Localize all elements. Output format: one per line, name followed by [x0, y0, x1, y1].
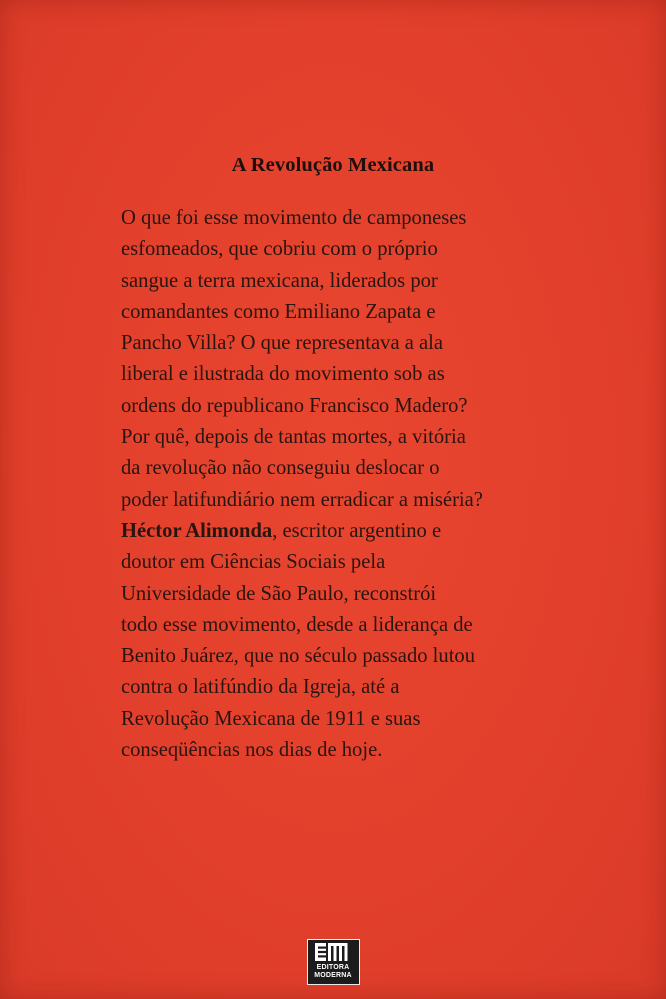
- blurb-line: comandantes como Emiliano Zapata e: [121, 300, 436, 323]
- blurb-line: liberal e ilustrada do movimento sob as: [121, 363, 445, 386]
- blurb-line: conseqüências nos dias de hoje.: [121, 739, 383, 762]
- blurb-line: ordens do republicano Francisco Madero?: [121, 394, 468, 417]
- blurb-line: Universidade de São Paulo, reconstrói: [121, 582, 437, 605]
- blurb-text: [121, 203, 561, 766]
- blurb-line: Pancho Villa? O que representava a ala: [121, 332, 444, 355]
- blurb-author-line: [121, 516, 561, 547]
- publisher-logo: [307, 939, 360, 985]
- blurb-line: contra o latifúndio da Igreja, até a: [121, 676, 400, 699]
- publisher-logo-icon: [314, 942, 352, 962]
- blurb-line: esfomeados, que cobriu com o próprio: [121, 238, 438, 261]
- publisher-name-line: MODERNA: [314, 972, 352, 979]
- blurb-line: todo esse movimento, desde a liderança de: [121, 613, 473, 636]
- book-title: A Revolução Mexicana: [231, 154, 435, 176]
- author-name: Héctor Alimonda: [121, 519, 273, 542]
- blurb-line: Benito Juárez, que no século passado lutou: [121, 645, 476, 668]
- blurb-line: Revolução Mexicana de 1911 e suas: [121, 707, 421, 730]
- author-description: , escritor argentino e: [272, 519, 442, 542]
- publisher-name-line: EDITORA: [316, 964, 350, 971]
- blurb-line: poder latifundiário nem erradicar a miséria?: [121, 488, 483, 511]
- publisher-name: [308, 964, 358, 980]
- blurb-line: Por quê, depois de tantas mortes, a vitória: [121, 426, 466, 449]
- blurb-line: da revolução não conseguiu deslocar o: [121, 457, 440, 480]
- blurb-line: sangue a terra mexicana, liderados por: [121, 269, 438, 292]
- blurb-line: doutor em Ciências Sociais pela: [121, 551, 386, 574]
- blurb-line: O que foi esse movimento de camponeses: [121, 207, 467, 229]
